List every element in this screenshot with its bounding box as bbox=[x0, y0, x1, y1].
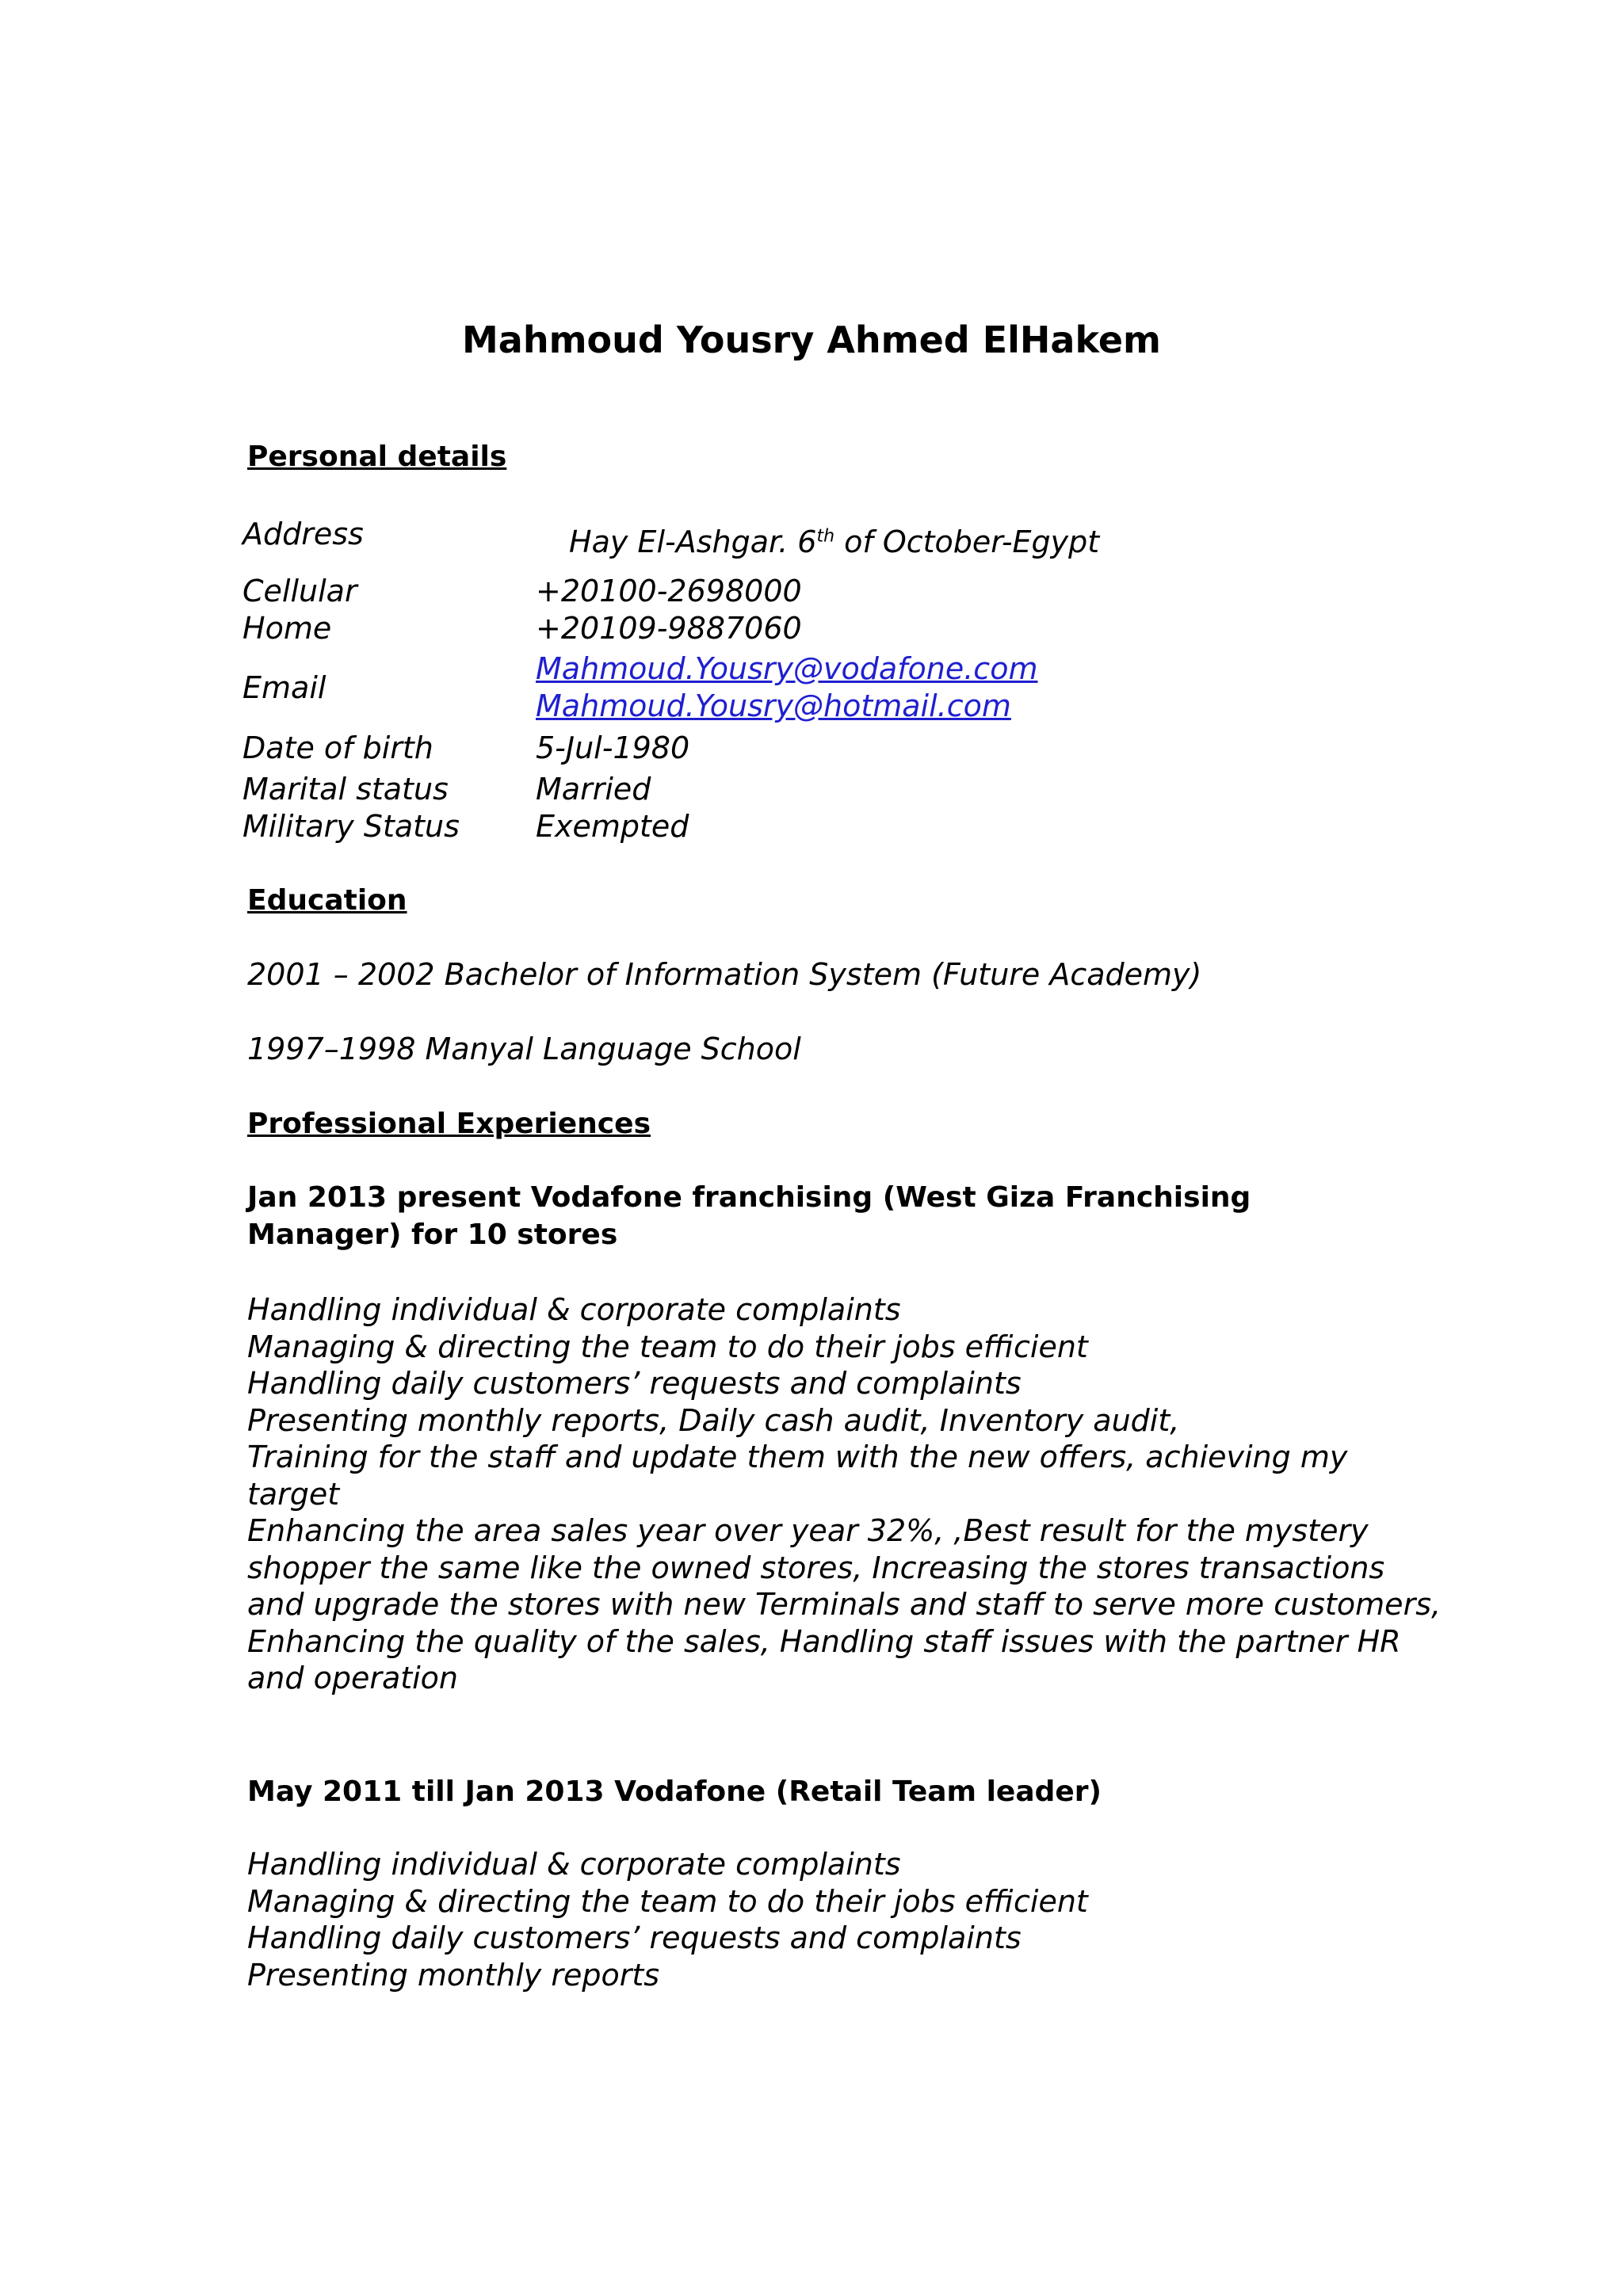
email-label: Email bbox=[242, 670, 327, 705]
cellular-label: Cellular bbox=[242, 574, 357, 608]
education-heading: Education bbox=[247, 884, 407, 917]
dob-value: 5-Jul-1980 bbox=[536, 730, 690, 765]
job-duties-list bbox=[247, 1846, 1404, 1993]
email-link-vodafone[interactable]: Mahmoud.Yousry@vodafone.com bbox=[536, 651, 1038, 686]
duty-line: Managing & directing the team to do their jobs efficient bbox=[247, 1329, 1088, 1364]
duty-line: Enhancing the area sales year over year 32%, ,Best result for the mystery bbox=[247, 1513, 1369, 1548]
address-label: Address bbox=[242, 517, 364, 551]
duty-line: Presenting monthly reports bbox=[247, 1957, 660, 1993]
duty-line: Handling individual & corporate complaints bbox=[247, 1292, 901, 1327]
education-item: 1997–1998 Manyal Language School bbox=[247, 1032, 801, 1066]
home-label: Home bbox=[242, 611, 332, 646]
marital-label: Marital status bbox=[242, 772, 449, 807]
address-value bbox=[569, 524, 1099, 559]
address-part-2: of October-Egypt bbox=[834, 524, 1100, 559]
job-title: May 2011 till Jan 2013 Vodafone (Retail Team leader) bbox=[247, 1775, 1102, 1808]
personal-details-heading: Personal details bbox=[247, 441, 507, 473]
address-superscript: th bbox=[816, 526, 835, 547]
duty-line: Handling daily customers’ requests and complaints bbox=[247, 1920, 1022, 1955]
dob-label: Date of birth bbox=[242, 730, 433, 765]
experience-heading: Professional Experiences bbox=[247, 1108, 651, 1140]
duty-line: and operation bbox=[247, 1661, 459, 1695]
address-part-1: Hay El-Ashgar. 6 bbox=[569, 524, 817, 559]
duty-line: and upgrade the stores with new Terminals and staff to serve more customers, bbox=[247, 1587, 1442, 1622]
cellular-value: +20100-2698000 bbox=[536, 574, 802, 608]
duty-line: Training for the staff and update them with the new offers, achieving my bbox=[247, 1440, 1348, 1474]
marital-value: Married bbox=[536, 772, 651, 807]
military-value: Exempted bbox=[536, 809, 689, 844]
home-value: +20109-9887060 bbox=[536, 611, 802, 646]
page-title: Mahmoud Yousry Ahmed ElHakem bbox=[462, 318, 1161, 361]
email-link-hotmail[interactable]: Mahmoud.Yousry@hotmail.com bbox=[536, 688, 1011, 723]
job-duties-list bbox=[247, 1291, 1442, 1697]
job-title: Jan 2013 present Vodafone franchising (West Giza Franchising Manager) for 10 stores bbox=[247, 1181, 1251, 1251]
duty-line: Presenting monthly reports, Daily cash audit, Inventory audit, bbox=[247, 1402, 1180, 1438]
duty-line: target bbox=[247, 1476, 340, 1512]
duty-line: Enhancing the quality of the sales, Handling staff issues with the partner HR bbox=[247, 1623, 1401, 1659]
duty-line: Handling individual & corporate complaints bbox=[247, 1847, 901, 1882]
military-label: Military Status bbox=[242, 809, 460, 844]
duty-line: shopper the same like the owned stores, Increasing the stores transactions bbox=[247, 1550, 1385, 1585]
duty-line: Handling daily customers’ requests and complaints bbox=[247, 1366, 1022, 1401]
education-item: 2001 – 2002 Bachelor of Information System (Future Academy) bbox=[247, 957, 1202, 992]
duty-line: Managing & directing the team to do their jobs efficient bbox=[247, 1883, 1088, 1919]
